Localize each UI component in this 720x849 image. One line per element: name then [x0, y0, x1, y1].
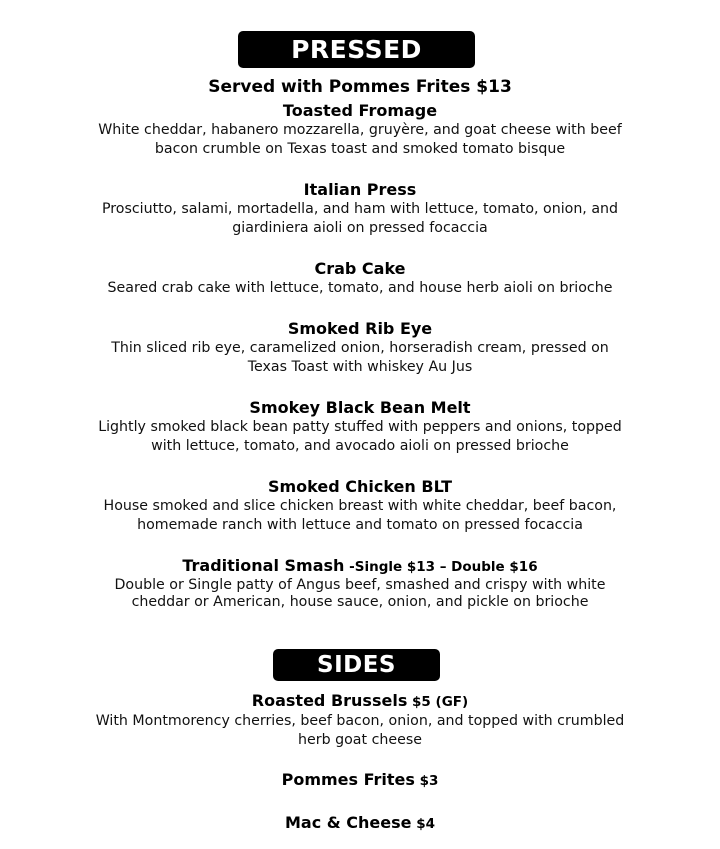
menu-item-desc-line: homemade ranch with lettuce and tomato on pressed focaccia	[137, 516, 583, 533]
menu-item-name: Mac & Cheese	[284, 813, 412, 832]
menu-item-name: Smoked Rib Eye	[287, 319, 433, 338]
menu-item	[40, 770, 680, 791]
menu-item-name: Roasted Brussels	[251, 691, 408, 710]
menu-item-desc-line: giardiniera aioli on pressed focaccia	[232, 219, 488, 236]
menu-item-price: $4	[411, 816, 435, 832]
section-banner-pressed	[238, 31, 475, 68]
menu-item	[40, 813, 680, 834]
menu-item	[40, 477, 680, 534]
section-title-pressed: PRESSED	[291, 35, 422, 64]
menu-item-desc-line: With Montmorency cherries, beef bacon, onion, and topped with crumbled	[95, 713, 625, 729]
menu-item-price: $3	[414, 773, 439, 789]
menu-item-price: -Single $13 – Double $16	[344, 559, 538, 575]
menu-item-desc-line: herb goat cheese	[298, 731, 422, 748]
menu-item-name: Smokey Black Bean Melt	[249, 398, 471, 417]
menu-item-desc-line: Double or Single patty of Angus beef, smashed and crispy with white	[114, 577, 606, 593]
menu-item	[40, 556, 680, 611]
menu-item	[40, 259, 680, 298]
menu-item-price: $5 (GF)	[407, 694, 469, 710]
menu-item-name: Toasted Fromage	[282, 101, 438, 120]
menu-item-name: Smoked Chicken BLT	[267, 477, 453, 496]
menu-item	[40, 691, 680, 749]
menu-item-desc-line: Thin sliced rib eye, caramelized onion, horseradish cream, pressed on	[111, 340, 609, 356]
menu-item	[40, 101, 680, 158]
menu-item-desc-line: Texas Toast with whiskey Au Jus	[247, 358, 473, 375]
menu-item-desc-line: Prosciutto, salami, mortadella, and ham with lettuce, tomato, onion, and	[101, 201, 619, 217]
pressed-subtitle: Served with Pommes Frites $13	[208, 77, 512, 97]
menu-item-name: Pommes Frites	[281, 770, 415, 789]
menu-item-name: Italian Press	[303, 180, 417, 199]
menu-item-desc-line: bacon crumble on Texas toast and smoked tomato bisque	[154, 140, 566, 157]
menu-item	[40, 319, 680, 376]
menu-item-desc-line: Seared crab cake with lettuce, tomato, and house herb aioli on brioche	[107, 280, 613, 296]
menu-item-desc-line: with lettuce, tomato, and avocado aioli on pressed brioche	[151, 437, 569, 454]
menu-item	[40, 180, 680, 237]
menu-item-desc-line: cheddar or American, house sauce, onion, and pickle on brioche	[131, 594, 589, 610]
section-title-sides: SIDES	[317, 652, 396, 678]
menu-item	[40, 398, 680, 455]
menu-item-name: Crab Cake	[314, 259, 406, 278]
menu-item-desc-line: White cheddar, habanero mozzarella, gruyère, and goat cheese with beef	[98, 122, 622, 138]
menu-item-name: Traditional Smash	[182, 556, 345, 575]
menu-item-desc-line: Lightly smoked black bean patty stuffed with peppers and onions, topped	[98, 419, 622, 435]
section-banner-sides	[273, 649, 440, 681]
menu-item-desc-line: House smoked and slice chicken breast with white cheddar, beef bacon,	[103, 498, 617, 514]
